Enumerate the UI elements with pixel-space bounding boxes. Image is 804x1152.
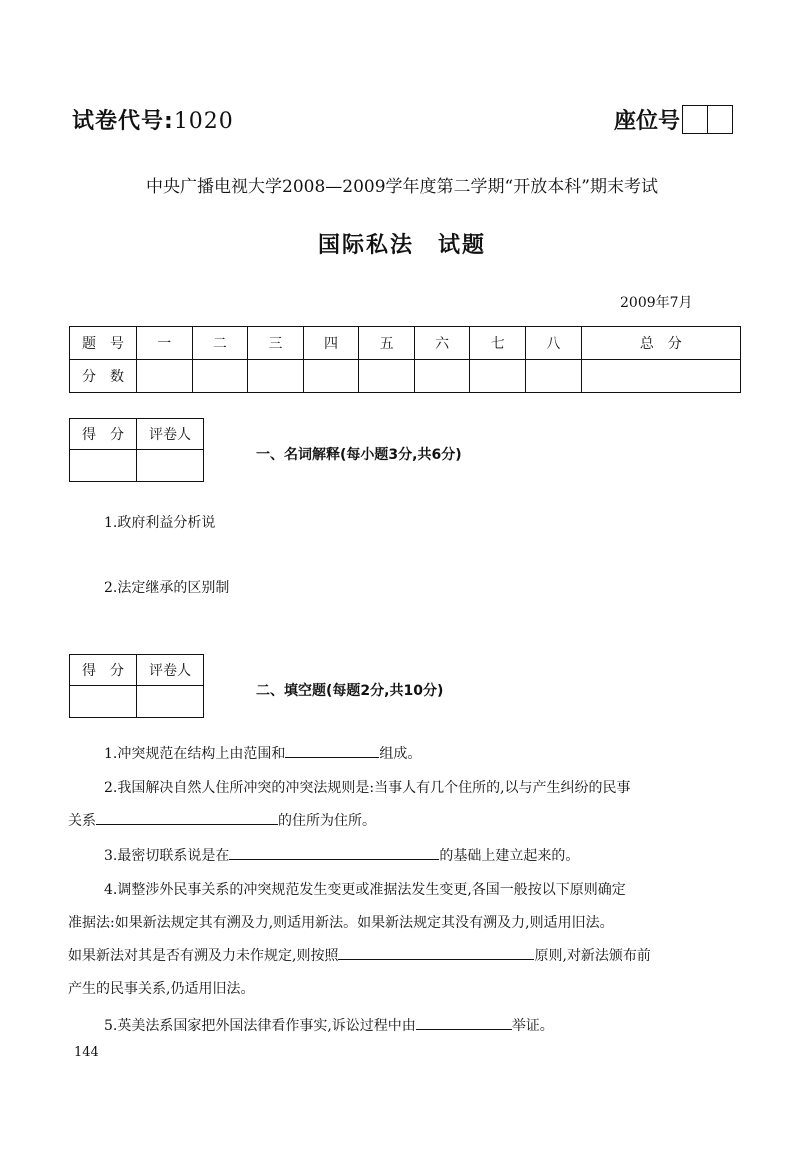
grader-score-cell[interactable] — [70, 686, 137, 718]
fill-question-5: 5.英美法系国家把外国法律看作事实,诉讼过程中由 举证。 — [68, 1010, 748, 1043]
paper-code-value: 1020 — [173, 109, 234, 134]
score-row-label: 题 号 — [70, 327, 137, 360]
question-item: 2.法定继承的区别制 — [104, 580, 230, 596]
score-col-header: 六 — [414, 327, 470, 360]
score-col-header: 七 — [470, 327, 526, 360]
score-table — [69, 326, 741, 393]
score-cell[interactable] — [359, 360, 415, 393]
exam-date: 2009年7月 — [620, 295, 693, 311]
fill-question-3: 3.最密切联系说是在 的基础上建立起来的。 — [68, 840, 748, 873]
score-cell[interactable] — [303, 360, 359, 393]
grader-name-label: 评卷人 — [137, 419, 204, 450]
section1-title: 一、名词解释(每小题3分,共6分) — [256, 447, 462, 463]
score-cell[interactable] — [248, 360, 304, 393]
grader-score-label: 得 分 — [70, 419, 137, 450]
answer-blank[interactable] — [285, 743, 379, 758]
grader-score-cell[interactable] — [70, 450, 137, 482]
score-col-header: 二 — [192, 327, 248, 360]
seat-box[interactable] — [707, 105, 733, 134]
fill-question-4: 4.调整涉外民事关系的冲突规范发生变更或准据法发生变更,各国一般按以下原则确定 准据法:如果新法规定其有溯及力,则适用新法。如果新法规定其没有溯及力,则适用旧法。 如果新法对其是否有溯及力未作规定,则按照 原则,对新法颁布前 产生的民事关系,仍适用旧法。 — [68, 882, 651, 997]
score-table-header-row — [70, 327, 741, 360]
score-cell[interactable] — [137, 360, 193, 393]
score-col-header: 三 — [248, 327, 304, 360]
score-col-header: 八 — [526, 327, 582, 360]
exam-title: 中央广播电视大学2008—2009学年度第二学期“开放本科”期末考试 — [146, 177, 658, 197]
answer-blank[interactable] — [338, 945, 534, 960]
fill-question-1: 1.冲突规范在结构上由范围和 组成。 — [68, 738, 748, 771]
seat-number-label: 座位号 — [614, 109, 681, 134]
score-col-header: 四 — [303, 327, 359, 360]
grader-name-cell[interactable] — [137, 450, 204, 482]
score-cell[interactable] — [581, 360, 740, 393]
seat-box[interactable] — [682, 105, 708, 134]
score-table-value-row — [70, 360, 741, 393]
score-cell[interactable] — [526, 360, 582, 393]
page-number: 144 — [74, 1045, 99, 1060]
score-col-header: 一 — [137, 327, 193, 360]
subject-title: 国际私法 试题 — [317, 233, 486, 258]
answer-blank[interactable] — [416, 1015, 512, 1030]
paper-code — [72, 104, 234, 135]
answer-blank[interactable] — [96, 810, 278, 825]
score-col-header: 五 — [359, 327, 415, 360]
grader-box — [69, 654, 204, 718]
section2-title: 二、填空题(每题2分,共10分) — [256, 683, 444, 699]
grader-score-label: 得 分 — [70, 655, 137, 686]
answer-blank[interactable] — [229, 845, 439, 860]
paper-code-label: 试卷代号: — [72, 109, 174, 134]
fill-question-2: 2.我国解决自然人住所冲突的冲突法规则是:当事人有几个住所的,以与产生纠纷的民事 关系 的住所为住所。 — [68, 780, 631, 829]
grader-name-label: 评卷人 — [137, 655, 204, 686]
score-cell[interactable] — [414, 360, 470, 393]
question-item: 1.政府利益分析说 — [104, 515, 216, 531]
score-cell[interactable] — [192, 360, 248, 393]
grader-name-cell[interactable] — [137, 686, 204, 718]
score-row-label: 分 数 — [70, 360, 137, 393]
grader-box — [69, 418, 204, 482]
seat-number — [614, 104, 733, 135]
score-col-header: 总 分 — [581, 327, 740, 360]
score-cell[interactable] — [470, 360, 526, 393]
